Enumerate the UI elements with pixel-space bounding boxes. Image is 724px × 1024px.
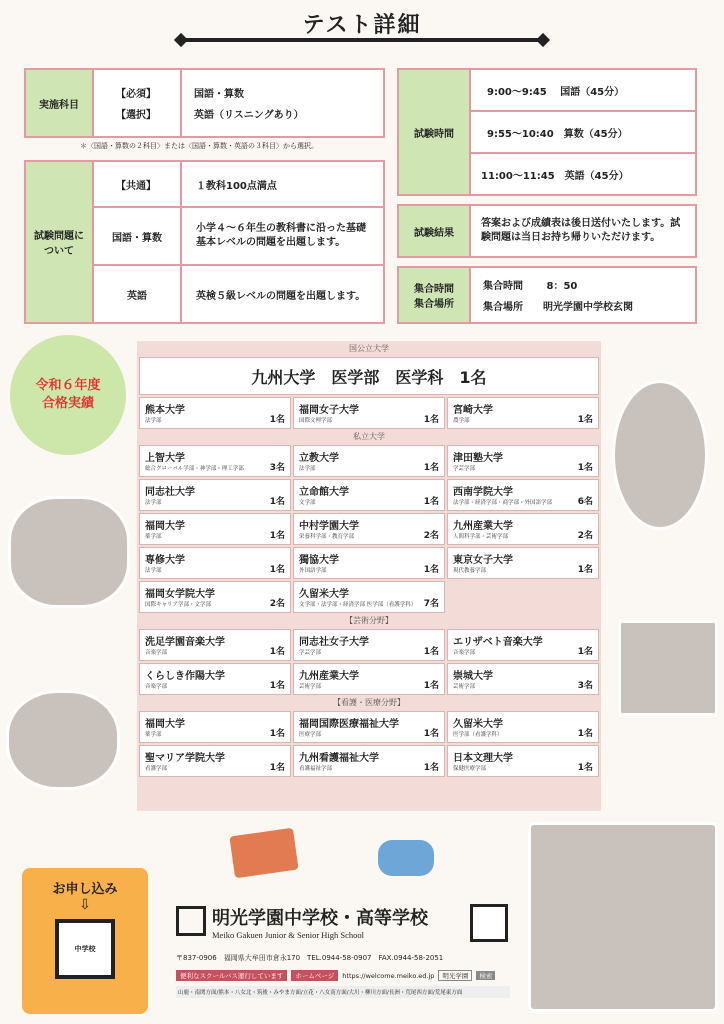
department-name: 法学部 — [299, 466, 316, 472]
admit-count: 1名 — [577, 463, 593, 473]
department-name: 薬学部 — [145, 732, 162, 738]
university-name: 福岡大学 — [145, 521, 185, 532]
university-card — [293, 745, 445, 777]
university-name: 九州産業大学 — [299, 671, 359, 682]
university-name: 同志社女子大学 — [299, 637, 369, 648]
university-card — [139, 581, 291, 613]
university-name: くらしき作陽大学 — [145, 671, 225, 682]
med-header: 【看護・医療分野】 — [333, 698, 405, 707]
university-name: 九州看護福祉大学 — [299, 753, 379, 764]
department-name: 法学部 — [145, 500, 162, 506]
university-card — [293, 711, 445, 743]
department-name: 農学部 — [453, 418, 470, 424]
page-title: テスト詳細 — [302, 13, 422, 38]
department-name: 看護学部 — [145, 766, 168, 772]
school-name-en: Meiko Gakuen Junior & Senior High School — [212, 930, 365, 940]
department-name: 医療学部 — [299, 732, 322, 738]
admit-count: 6名 — [577, 497, 593, 507]
department-name: 栄養科学部・教育学部 — [299, 534, 355, 540]
university-card — [447, 479, 599, 511]
time-table — [397, 68, 697, 196]
department-name: 総合グローバル学部・神学部・理工学部 — [145, 466, 244, 472]
university-name: 津田塾大学 — [453, 453, 503, 464]
department-name: 外国語学部 — [299, 568, 327, 574]
title-underline — [180, 38, 544, 42]
select-label: 【選択】 — [116, 110, 156, 121]
university-card — [447, 745, 599, 777]
admit-count: 1名 — [423, 729, 439, 739]
department-name: 音楽学部 — [145, 650, 168, 656]
university-name: 同志社大学 — [145, 487, 195, 498]
university-card — [139, 711, 291, 743]
link-bar — [176, 970, 495, 981]
national-header: 国公立大学 — [349, 344, 389, 353]
university-name: 立教大学 — [299, 453, 339, 464]
qr-code[interactable]: 中学校 — [55, 919, 115, 979]
university-name: 久留米大学 — [453, 719, 503, 730]
kokugo-sansu-value: 小学４～６年生の教科書に沿った基礎基本レベルの問題を出題します。 — [196, 223, 366, 248]
university-card — [293, 445, 445, 477]
bus-badge: 便利なスクールバス運行しています — [176, 970, 287, 981]
department-name: 法学部 — [145, 418, 162, 424]
apply-label: お申し込み — [52, 882, 118, 897]
questions-table — [24, 160, 385, 324]
admit-count: 1名 — [423, 763, 439, 773]
time-row-3: 11:00～11:45 英語（45分） — [481, 170, 629, 182]
admit-count: 1名 — [423, 647, 439, 657]
admit-count: 1名 — [577, 647, 593, 657]
university-card — [139, 397, 291, 429]
school-name: 明光学園中学校・高等学校 — [212, 908, 428, 929]
required-label: 【必須】 — [116, 89, 156, 100]
school-logo-icon — [176, 906, 206, 936]
homepage-badge: ホームページ — [291, 970, 338, 981]
department-name: 学芸学部 — [299, 650, 322, 656]
meeting-time: 集合時間 8：50 — [483, 281, 578, 292]
university-card — [447, 711, 599, 743]
private-list — [137, 445, 601, 613]
students-photo — [8, 496, 130, 608]
kokugo-sansu-label: 国語・算数 — [94, 208, 182, 264]
arrow-down-icon: ⇩ — [79, 897, 91, 913]
pencil-case-icon — [378, 840, 434, 876]
department-name: 学芸学部 — [453, 466, 476, 472]
admit-count: 1名 — [577, 763, 593, 773]
art-header: 【芸術分野】 — [345, 616, 393, 625]
homepage-link[interactable]: https://welcome.meiko.ed.jp — [342, 971, 435, 980]
university-name: 東京女子大学 — [453, 555, 513, 566]
bus-routes: 山鹿・南関方面/熊本・八女北・筑後・みやま方面/立花・八女南方面/大川・柳川方面/長洲・荒尾西方面/荒尾東方面 — [176, 986, 510, 998]
university-card — [139, 629, 291, 661]
common-value: １教科100点満点 — [196, 180, 277, 192]
admit-count: 1名 — [577, 565, 593, 575]
english-value: 英検５級レベルの問題を出題します。 — [196, 290, 366, 302]
qr-code[interactable] — [470, 904, 508, 942]
school-address: 〒837-0906 福岡県大牟田市倉永170 TEL.0944-58-0907 FAX.0944-58-2051 — [176, 954, 444, 962]
university-name: 熊本大学 — [145, 405, 185, 416]
university-name: 洗足学園音楽大学 — [145, 637, 225, 648]
school-photo — [528, 822, 718, 1012]
result-label: 試験結果 — [399, 206, 471, 256]
department-name: 法学部 — [145, 568, 162, 574]
admit-count: 3名 — [577, 681, 593, 691]
result-table — [397, 204, 697, 258]
university-card — [139, 513, 291, 545]
meeting-place: 集合場所 明光学園中学校玄関 — [483, 302, 633, 313]
admit-count: 1名 — [269, 647, 285, 657]
department-name: 国際文理学部 — [299, 418, 333, 424]
search-button[interactable]: 検索 — [476, 971, 495, 980]
university-name: 日本文理大学 — [453, 753, 513, 764]
time-row-2: 9:55～10:40 算数（45分） — [471, 112, 695, 154]
university-name: 上智大学 — [145, 453, 185, 464]
admit-count: 1名 — [269, 763, 285, 773]
department-name: 保健医療学部 — [453, 766, 487, 772]
university-name: 聖マリア学院大学 — [145, 753, 225, 764]
time-label: 試験時間 — [399, 70, 471, 194]
admit-count: 1名 — [269, 415, 285, 425]
subjects-note: ＊〈国語・算数の２科目〉または〈国語・算数・英語の３科目〉から選択。 — [80, 142, 318, 150]
university-name: 中村学園大学 — [299, 521, 359, 532]
department-name: 芸術学部 — [453, 684, 476, 690]
results-panel — [137, 341, 601, 811]
book-icon — [229, 828, 298, 878]
department-name: 医学部（看護学科） — [453, 732, 503, 738]
admit-count: 3名 — [269, 463, 285, 473]
time-row-1: 9:00～9:45 国語（45分） — [471, 70, 695, 112]
top-result: 九州大学 医学部 医学科 1名 — [139, 357, 599, 395]
subjects-table — [24, 68, 385, 138]
university-card — [447, 397, 599, 429]
students-photo — [618, 620, 718, 716]
result-value: 答案および成績表は後日送付いたします。試験問題は当日お持ち帰りいただけます。 — [481, 218, 681, 243]
badge-text: 令和６年度合格実績 — [35, 378, 101, 411]
admit-count: 2名 — [269, 599, 285, 609]
admit-count: 1名 — [423, 681, 439, 691]
art-list — [137, 629, 601, 695]
university-card — [447, 663, 599, 695]
admit-count: 1名 — [423, 565, 439, 575]
department-name: 文学部・法学部・経済学部 医学部（看護学科） — [299, 602, 417, 608]
admit-count: 1名 — [269, 531, 285, 541]
admit-count: 1名 — [423, 415, 439, 425]
university-card — [293, 513, 445, 545]
university-name: エリザベト音楽大学 — [453, 637, 543, 648]
university-name: 九州産業大学 — [453, 521, 513, 532]
meeting-table — [397, 266, 697, 324]
university-card — [139, 745, 291, 777]
university-name: 獨協大学 — [299, 555, 339, 566]
university-name: 西南学院大学 — [453, 487, 513, 498]
university-card — [447, 547, 599, 579]
university-card — [139, 663, 291, 695]
university-name: 福岡女学院大学 — [145, 589, 215, 600]
university-card — [293, 479, 445, 511]
admit-count: 7名 — [423, 599, 439, 609]
admit-count: 2名 — [423, 531, 439, 541]
university-name: 立命館大学 — [299, 487, 349, 498]
admit-count: 1名 — [423, 463, 439, 473]
med-list — [137, 711, 601, 777]
university-name: 久留米大学 — [299, 589, 349, 600]
english-label: 英語 — [94, 266, 182, 322]
admit-count: 1名 — [577, 729, 593, 739]
university-card — [447, 513, 599, 545]
department-name: 音楽学部 — [145, 684, 168, 690]
department-name: 人間科学部・芸術学部 — [453, 534, 509, 540]
admit-count: 1名 — [577, 415, 593, 425]
students-photo — [612, 380, 708, 530]
university-name: 福岡国際医療福祉大学 — [299, 719, 399, 730]
students-photo — [6, 690, 120, 790]
admit-count: 1名 — [269, 565, 285, 575]
university-name: 専修大学 — [145, 555, 185, 566]
university-card — [293, 581, 445, 613]
university-card — [293, 629, 445, 661]
department-name: 音楽学部 — [453, 650, 476, 656]
search-box[interactable]: 明光学園 — [438, 970, 472, 981]
university-name: 宮崎大学 — [453, 405, 493, 416]
admit-count: 1名 — [269, 729, 285, 739]
university-name: 崇城大学 — [453, 671, 493, 682]
university-card — [447, 445, 599, 477]
questions-label: 試験問題について — [26, 162, 94, 322]
university-name: 福岡女子大学 — [299, 405, 359, 416]
select-value: 英語（リスニングあり） — [194, 110, 304, 121]
department-name: 看護福祉学部 — [299, 766, 333, 772]
subjects-label: 実施科目 — [26, 70, 94, 136]
department-name: 国際キャリア学部・文学部 — [145, 602, 212, 608]
university-card — [139, 445, 291, 477]
department-name: 現代教養学部 — [453, 568, 487, 574]
university-card — [293, 663, 445, 695]
university-card — [447, 629, 599, 661]
university-card — [139, 479, 291, 511]
department-name: 法学部・経済学部・商学部・外国語学部 — [453, 500, 553, 506]
admit-count: 2名 — [577, 531, 593, 541]
required-value: 国語・算数 — [194, 89, 244, 100]
results-badge — [10, 335, 126, 455]
private-header: 私立大学 — [353, 432, 385, 441]
admit-count: 1名 — [423, 497, 439, 507]
department-name: 薬学部 — [145, 534, 162, 540]
apply-box[interactable] — [22, 868, 148, 1014]
department-name: 芸術学部 — [299, 684, 322, 690]
admit-count: 1名 — [269, 681, 285, 691]
national-list — [137, 397, 601, 429]
common-label: 【共通】 — [94, 162, 182, 206]
university-card — [293, 547, 445, 579]
university-card — [293, 397, 445, 429]
admit-count: 1名 — [269, 497, 285, 507]
university-card — [139, 547, 291, 579]
university-name: 福岡大学 — [145, 719, 185, 730]
department-name: 文学部 — [299, 500, 316, 506]
meeting-label: 集合時間 集合場所 — [399, 268, 471, 322]
